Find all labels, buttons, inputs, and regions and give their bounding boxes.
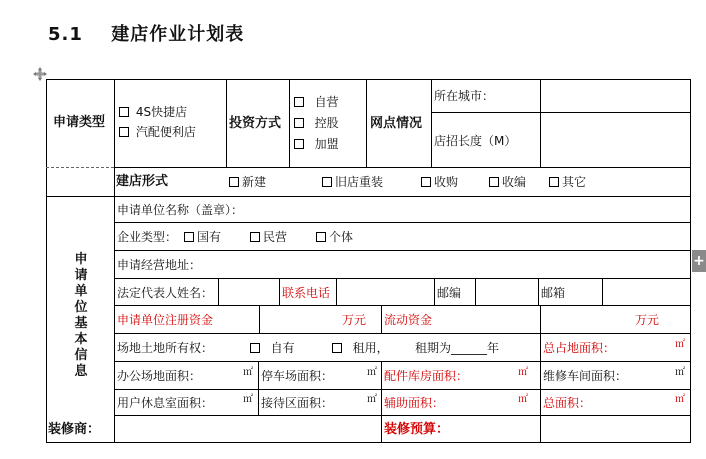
parking-area-label: 停车场面积： [261,369,334,383]
checkbox-icon[interactable] [184,232,194,242]
total-land-area-unit: ㎡ [675,339,685,350]
land-ownership-label: 场地土地所有权： [117,341,214,355]
company-type-label: 企业类型： [117,230,178,244]
apply-type-option-4s[interactable]: 4S快捷店 [119,105,187,119]
build-option-new[interactable]: 新建 [229,175,266,189]
lease-term-label: 租期为______年 [415,341,500,355]
add-row-button[interactable]: + [692,250,706,272]
email-label: 邮箱 [541,286,566,300]
checkbox-icon[interactable] [119,127,129,137]
land-rent-option[interactable]: 租用， [332,341,389,355]
repair-area-label: 维修车间面积： [543,369,628,383]
contractor-label: 装修商： [48,422,101,437]
city-label: 所在城市： [434,89,495,103]
company-type-private[interactable]: 民营 [250,230,287,244]
build-option-renovate[interactable]: 旧店重装 [322,175,383,189]
address-label: 申请经营地址： [117,258,202,272]
basic-info-label: 申请单位基本信息 [74,252,88,379]
working-capital-unit: 万元 [635,313,660,327]
unit-name-label: 申请单位名称（盖章）： [117,203,244,217]
build-option-absorb[interactable]: 收编 [489,175,526,189]
checkbox-icon[interactable] [322,177,332,187]
reg-capital-unit: 万元 [342,313,367,327]
checkbox-icon[interactable] [294,118,304,128]
company-type-individual[interactable]: 个体 [316,230,353,244]
total-area-label: 总面积： [543,396,592,410]
checkbox-icon[interactable] [294,139,304,149]
checkbox-icon[interactable] [332,343,342,353]
checkbox-icon[interactable] [421,177,431,187]
checkbox-icon[interactable] [119,107,129,117]
reception-area-label: 接待区面积： [261,396,334,410]
invest-option-control[interactable]: 控股 [294,116,339,130]
invest-label: 投资方式 [229,116,282,131]
invest-option-self[interactable]: 自营 [294,95,339,109]
aux-area-unit: ㎡ [518,394,528,405]
total-area-unit: ㎡ [675,394,685,405]
office-area-label: 办公场地面积： [117,369,202,383]
parts-area-unit: ㎡ [518,367,528,378]
legal-rep-label: 法定代表人姓名： [117,286,214,300]
apply-type-label: 申请类型 [53,115,106,130]
checkbox-icon[interactable] [294,97,304,107]
total-land-area-label: 总占地面积： [543,341,616,355]
budget-label: 装修预算： [384,422,450,437]
build-form-label: 建店形式 [116,174,169,189]
parking-area-unit: ㎡ [367,367,377,378]
repair-area-unit: ㎡ [675,367,685,378]
invest-option-franchise[interactable]: 加盟 [294,137,339,151]
checkbox-icon[interactable] [316,232,326,242]
apply-type-option-parts[interactable]: 汽配便利店 [119,125,196,139]
network-label: 网点情况 [370,116,423,131]
postcode-label: 邮编 [437,286,462,300]
rest-area-unit: ㎡ [243,394,253,405]
rest-area-label: 用户休息室面积： [117,396,214,410]
checkbox-icon[interactable] [489,177,499,187]
office-area-unit: ㎡ [243,367,253,378]
section-title: 建店作业计划表 [111,24,245,45]
company-type-state[interactable]: 国有 [184,230,221,244]
checkbox-icon[interactable] [229,177,239,187]
land-own-option[interactable]: 自有 [250,341,295,355]
checkbox-icon[interactable] [250,232,260,242]
build-option-acquire[interactable]: 收购 [421,175,458,189]
checkbox-icon[interactable] [549,177,559,187]
working-capital-label: 流动资金 [384,313,433,327]
reg-capital-label: 申请单位注册资金 [117,313,214,327]
contact-phone-label: 联系电话 [282,286,331,300]
checkbox-icon[interactable] [250,343,260,353]
section-number: 5.1 [48,24,83,45]
sign-length-label: 店招长度（M） [434,134,517,148]
reception-area-unit: ㎡ [367,394,377,405]
aux-area-label: 辅助面积： [384,396,445,410]
parts-area-label: 配件库房面积： [384,369,469,383]
build-option-other[interactable]: 其它 [549,175,586,189]
